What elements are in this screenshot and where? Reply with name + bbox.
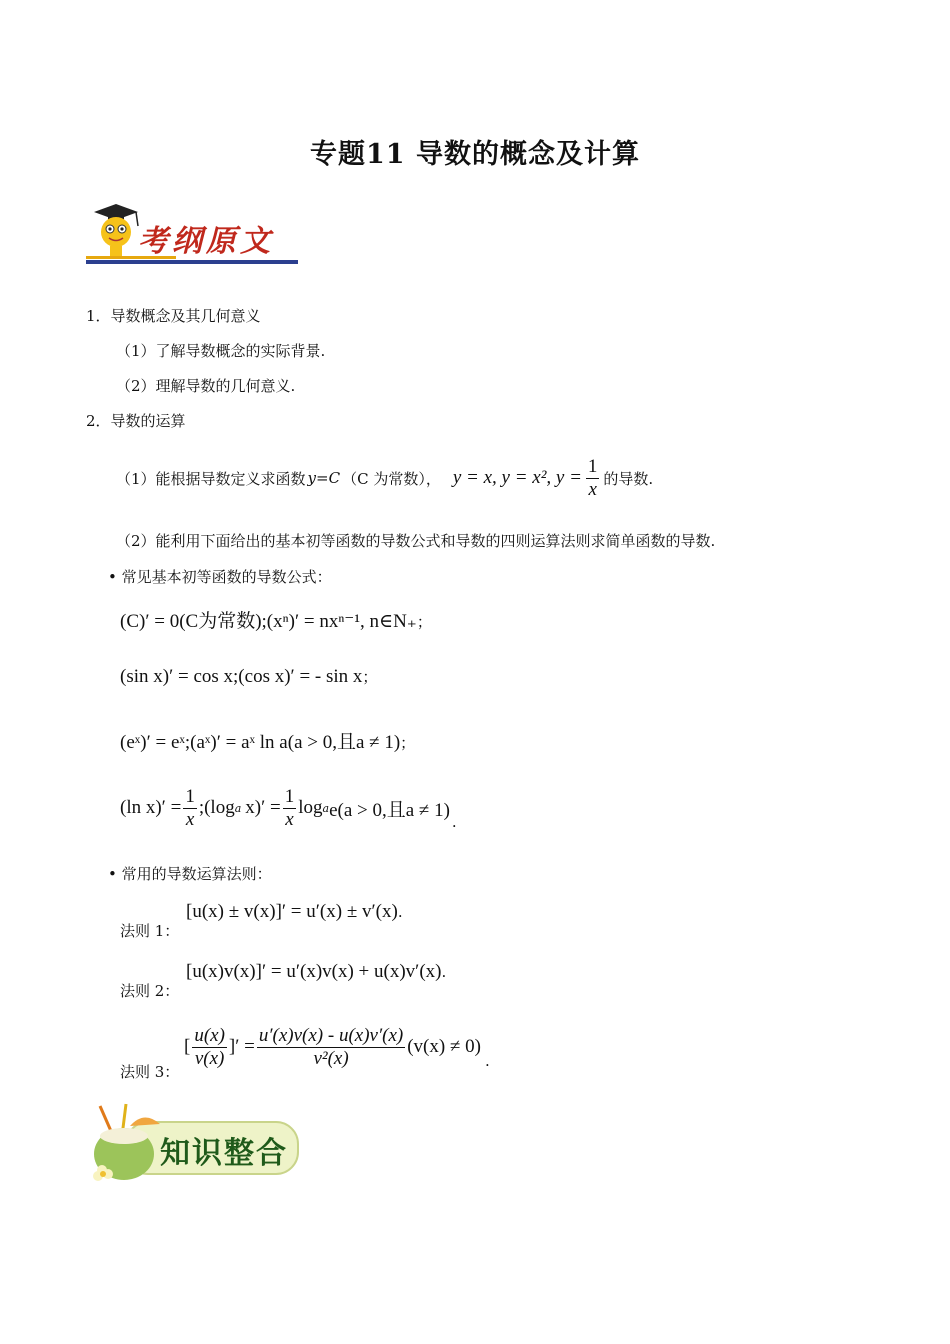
rule-3-bracket-open: [ [184,1036,191,1058]
formula-2: (sin x)′ = cos x;(cos x)′ = - sin x [120,666,363,687]
fraction-denominator: x [185,808,195,830]
syllabus-item-1-sub-2: （2）理解导数的几何意义. [116,377,296,395]
syllabus-item-1: 1．导数概念及其几何意义 [86,307,261,325]
formula-1-row [120,606,432,633]
rule-3-rhs-fraction [257,1025,405,1070]
syllabus-item-2: 2．导数的运算 [86,412,186,430]
formula-4-fraction-2 [283,786,297,831]
formula-4-part-c: x)′ = [245,797,281,819]
rule-3-label: 法则 3： [120,1063,180,1081]
rule-2-row [186,961,446,983]
formula-4-part-e: e(a > 0,且a ≠ 1) [329,799,450,821]
formula-4-part-b: ;(log [198,797,235,819]
syllabus-item-2-sub-1 [116,456,653,501]
sub1-fraction [586,456,600,501]
syllabus-banner [86,196,302,268]
formula-1: (C)′ = 0(C为常数);(xⁿ)′ = nxⁿ⁻¹, n∈N₊ [120,611,417,632]
fraction-denominator: x [588,478,597,500]
rule-3-condition: (v(x) ≠ 0) [407,1036,481,1058]
page-title: 专题11 导数的概念及计算 [310,139,640,170]
rule-2-label: 法则 2： [120,982,180,1000]
log-base: a [322,801,330,815]
rule-2: [u(x)v(x)]′ = u′(x)v(x) + u(x)v′(x) [186,961,442,982]
rule-1-sep: . [397,903,403,921]
rule-1: [u(x) ± v(x)]′ = u′(x) ± v′(x) [186,901,398,922]
formula-4-part-a: (ln x)′ = [120,797,182,819]
fraction-numerator: u(x) [194,1025,225,1046]
rule-1-row [186,901,403,923]
syllabus-banner-label: 考纲原文 [138,224,274,259]
rule-3-lhs-fraction [192,1025,227,1070]
rules-header: • 常用的导数运算法则： [108,865,272,883]
formula-2-sep: ； [362,668,378,686]
formula-4-row [120,786,457,831]
rule-2-sep: . [441,963,447,981]
fraction-numerator: u′(x)v(x) - u(x)v′(x) [258,1025,404,1046]
rule-3-row [184,1025,490,1070]
fraction-numerator: 1 [185,786,195,807]
knowledge-banner [86,1100,306,1186]
fraction-numerator: 1 [284,786,295,807]
log-base: a [234,801,242,815]
formula-4-part-d: log [298,797,323,819]
formula-3: (eˣ)′ = eˣ;(aˣ)′ = aˣ ln a(a > 0,且a ≠ 1) [120,732,401,753]
fraction-denominator: v(x) [194,1047,225,1069]
sub1-prefix: （1）能根据导数定义求函数 [116,469,306,488]
formula-3-sep: ； [400,734,416,752]
rule-1-label: 法则 1： [120,922,180,940]
formula-1-sep: ； [416,613,432,631]
sub1-functions: y = x, y = x², y = [452,467,582,489]
fraction-numerator: 1 [587,456,598,477]
formula-4-fraction-1 [183,786,197,831]
fraction-denominator: v²(x) [313,1047,349,1069]
syllabus-item-2-sub-2: （2）能利用下面给出的基本初等函数的导数公式和导数的四则运算法则求简单函数的导数. [116,532,716,550]
rule-3-bracket-close: ]′ = [228,1036,255,1058]
formulas-header: • 常见基本初等函数的导数公式： [108,568,332,586]
formula-2-row [120,666,377,688]
syllabus-item-1-sub-1: （1）了解导数概念的实际背景. [116,342,326,360]
sub1-suffix: 的导数. [603,469,654,488]
knowledge-banner-label: 知识整合 [160,1136,288,1171]
formula-3-row [120,727,415,754]
rule-3-sep: . [484,1051,490,1070]
formula-4-sep: . [451,812,457,831]
sub1-paren: （C 为常数）， [342,469,441,488]
sub1-y-equals-c: y=C [307,469,341,488]
fraction-denominator: x [285,808,294,830]
